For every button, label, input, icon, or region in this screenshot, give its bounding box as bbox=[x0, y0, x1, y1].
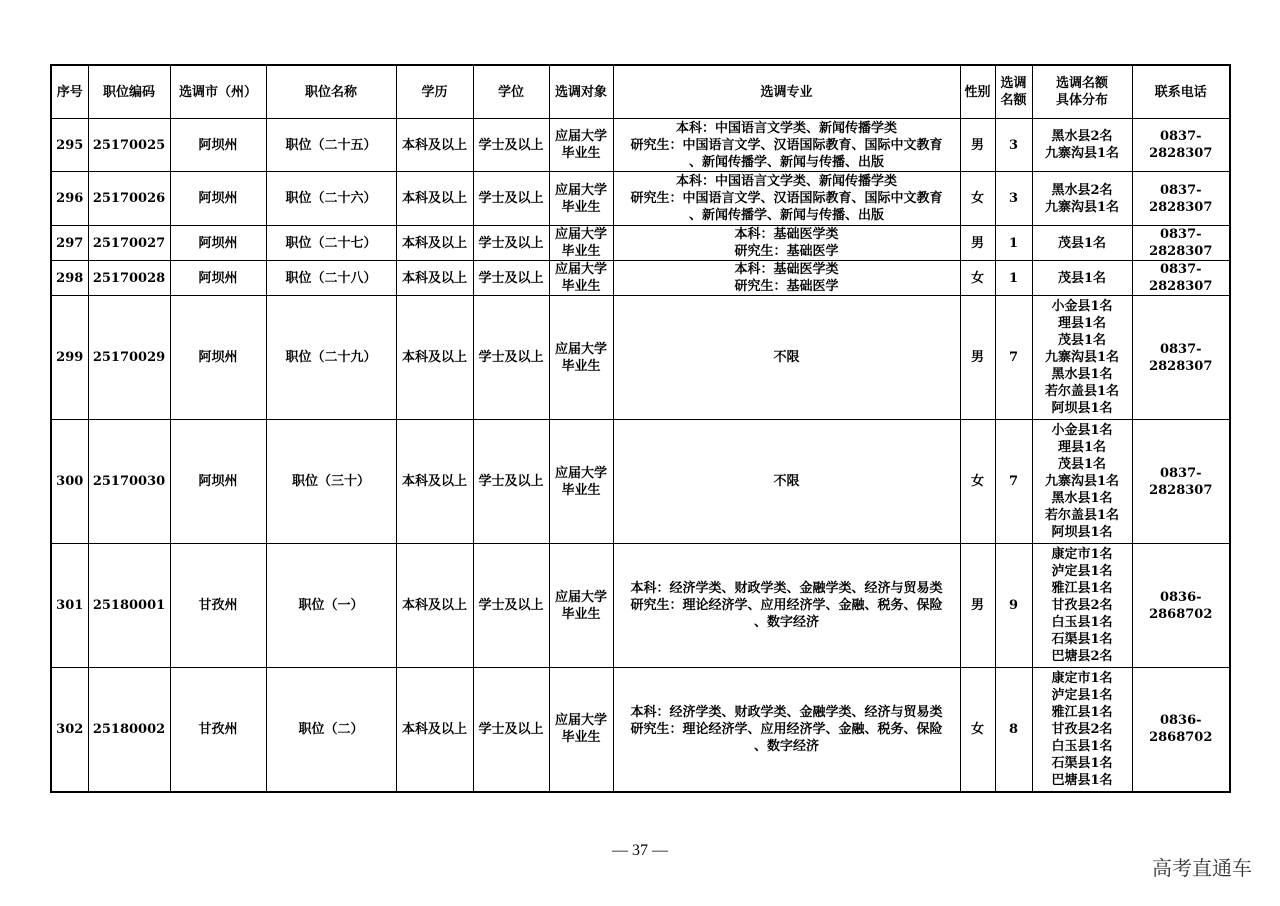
header-gender: 性别 bbox=[960, 65, 995, 119]
header-education: 学历 bbox=[396, 65, 473, 119]
cell-distribution-line: 若尔盖县1名 bbox=[1044, 384, 1120, 399]
cell-no: 295 bbox=[51, 119, 88, 172]
header-quota: 选调 名额 bbox=[995, 65, 1032, 119]
cell-code: 25180001 bbox=[88, 544, 170, 668]
cell-city: 阿坝州 bbox=[170, 261, 266, 296]
cell-distribution-line: 巴塘县2名 bbox=[1051, 649, 1113, 664]
header-phone: 联系电话 bbox=[1132, 65, 1230, 119]
cell-target-line: 应届大学 bbox=[554, 713, 607, 729]
cell-target-line: 应届大学 bbox=[554, 465, 607, 481]
cell-gender: 女 bbox=[960, 420, 995, 544]
cell-city: 阿坝州 bbox=[170, 119, 266, 172]
cell-distribution-line: 泸定县1名 bbox=[1051, 564, 1113, 579]
cell-target-line: 毕业生 bbox=[561, 606, 601, 622]
cell-distribution-line: 九寨沟县1名 bbox=[1044, 199, 1120, 215]
cell-title: 职位（二十五） bbox=[266, 119, 396, 172]
table-row bbox=[51, 261, 1230, 296]
cell-major-line: 本科：经济学类、财政学类、金融学类、经济与贸易类 bbox=[630, 704, 943, 720]
cell-distribution bbox=[1032, 420, 1132, 544]
cell-distribution-line: 九寨沟县1名 bbox=[1044, 474, 1120, 489]
cell-distribution-line: 黑水县2名 bbox=[1051, 182, 1113, 198]
cell-gender: 男 bbox=[960, 296, 995, 420]
cell-distribution-line: 康定市1名 bbox=[1051, 670, 1113, 686]
header-row bbox=[51, 65, 1230, 119]
cell-education: 本科及以上 bbox=[396, 668, 473, 792]
cell-distribution-line: 九寨沟县1名 bbox=[1044, 146, 1120, 161]
cell-distribution bbox=[1032, 261, 1132, 296]
cell-distribution-line: 若尔盖县1名 bbox=[1044, 508, 1120, 523]
cell-degree: 学士及以上 bbox=[473, 119, 549, 172]
cell-quota: 9 bbox=[995, 544, 1032, 668]
cell-quota: 3 bbox=[995, 172, 1032, 226]
cell-phone: 0836-2868702 bbox=[1132, 668, 1230, 792]
cell-target-line: 应届大学 bbox=[554, 341, 607, 357]
cell-distribution-line: 茂县1名 bbox=[1057, 270, 1107, 286]
cell-degree: 学士及以上 bbox=[473, 544, 549, 668]
cell-distribution-line: 泸定县1名 bbox=[1051, 687, 1113, 703]
cell-quota: 7 bbox=[995, 296, 1032, 420]
cell-no: 296 bbox=[51, 172, 88, 226]
cell-gender: 男 bbox=[960, 544, 995, 668]
cell-phone: 0837-2828307 bbox=[1132, 172, 1230, 226]
cell-degree: 学士及以上 bbox=[473, 668, 549, 792]
cell-major bbox=[613, 226, 960, 261]
cell-gender: 女 bbox=[960, 172, 995, 226]
cell-city: 甘孜州 bbox=[170, 544, 266, 668]
cell-target bbox=[549, 119, 613, 172]
cell-degree: 学士及以上 bbox=[473, 172, 549, 226]
table-row bbox=[51, 668, 1230, 792]
cell-major-line: 研究生：理论经济学、应用经济学、金融、税务、保险 bbox=[630, 721, 943, 737]
header-target: 选调对象 bbox=[549, 65, 613, 119]
cell-phone: 0837-2828307 bbox=[1132, 261, 1230, 296]
cell-major-line: 本科：基础医学类 bbox=[734, 262, 839, 277]
cell-phone: 0836-2868702 bbox=[1132, 544, 1230, 668]
cell-phone: 0837-2828307 bbox=[1132, 296, 1230, 420]
cell-major-line: 研究生：中国语言文学、汉语国际教育、国际中文教育 bbox=[630, 137, 943, 153]
cell-distribution-line: 甘孜县2名 bbox=[1051, 721, 1113, 737]
header-major: 选调专业 bbox=[613, 65, 960, 119]
cell-target-line: 毕业生 bbox=[561, 482, 601, 498]
cell-no: 302 bbox=[51, 668, 88, 792]
cell-distribution-line: 白玉县1名 bbox=[1051, 738, 1113, 754]
cell-code: 25170025 bbox=[88, 119, 170, 172]
cell-title: 职位（三十） bbox=[266, 420, 396, 544]
cell-target bbox=[549, 226, 613, 261]
cell-city: 甘孜州 bbox=[170, 668, 266, 792]
cell-distribution-line: 黑水县1名 bbox=[1051, 491, 1113, 506]
cell-target-line: 毕业生 bbox=[561, 244, 601, 259]
cell-quota: 7 bbox=[995, 420, 1032, 544]
cell-target bbox=[549, 296, 613, 420]
cell-distribution-line: 理县1名 bbox=[1057, 316, 1107, 331]
cell-distribution-line: 白玉县1名 bbox=[1051, 615, 1113, 630]
header-no: 序号 bbox=[51, 65, 88, 119]
cell-target-line: 应届大学 bbox=[554, 182, 607, 198]
cell-education: 本科及以上 bbox=[396, 172, 473, 226]
cell-distribution-line: 九寨沟县1名 bbox=[1044, 350, 1120, 365]
cell-major bbox=[613, 296, 960, 420]
cell-distribution bbox=[1032, 172, 1132, 226]
cell-no: 299 bbox=[51, 296, 88, 420]
cell-distribution-line: 茂县1名 bbox=[1057, 235, 1107, 251]
cell-major-line: 本科：中国语言文学类、新闻传播学类 bbox=[675, 174, 897, 189]
cell-target-line: 应届大学 bbox=[554, 129, 607, 144]
cell-quota: 8 bbox=[995, 668, 1032, 792]
cell-city: 阿坝州 bbox=[170, 172, 266, 226]
cell-distribution-line: 阿坝县1名 bbox=[1051, 525, 1113, 540]
cell-major-line: 不限 bbox=[773, 474, 800, 489]
cell-major bbox=[613, 261, 960, 296]
table-row bbox=[51, 172, 1230, 226]
header-distribution: 选调名额 具体分布 bbox=[1032, 65, 1132, 119]
cell-distribution-line: 巴塘县1名 bbox=[1051, 772, 1113, 788]
cell-phone: 0837-2828307 bbox=[1132, 420, 1230, 544]
cell-gender: 女 bbox=[960, 668, 995, 792]
cell-target-line: 毕业生 bbox=[561, 146, 601, 161]
cell-distribution-line: 阿坝县1名 bbox=[1051, 401, 1113, 416]
cell-distribution-line: 黑水县2名 bbox=[1051, 129, 1113, 144]
cell-major-line: 本科：中国语言文学类、新闻传播学类 bbox=[675, 120, 897, 136]
cell-distribution-line: 康定市1名 bbox=[1051, 547, 1113, 562]
cell-no: 297 bbox=[51, 226, 88, 261]
cell-quota: 1 bbox=[995, 226, 1032, 261]
cell-major bbox=[613, 119, 960, 172]
cell-title: 职位（二） bbox=[266, 668, 396, 792]
cell-distribution-line: 雅江县1名 bbox=[1051, 704, 1113, 720]
cell-major-line: 、新闻传播学、新闻与传播、出版 bbox=[688, 154, 884, 170]
cell-target bbox=[549, 420, 613, 544]
watermark: 高考直通车 bbox=[1152, 856, 1252, 880]
cell-major-line: 研究生：中国语言文学、汉语国际教育、国际中文教育 bbox=[630, 191, 943, 206]
cell-code: 25170027 bbox=[88, 226, 170, 261]
cell-distribution bbox=[1032, 226, 1132, 261]
cell-target-line: 毕业生 bbox=[561, 730, 601, 746]
cell-title: 职位（二十七） bbox=[266, 226, 396, 261]
cell-gender: 女 bbox=[960, 261, 995, 296]
cell-code: 25170029 bbox=[88, 296, 170, 420]
cell-target-line: 应届大学 bbox=[554, 262, 607, 277]
cell-phone: 0837-2828307 bbox=[1132, 226, 1230, 261]
cell-no: 300 bbox=[51, 420, 88, 544]
cell-distribution-line: 石渠县1名 bbox=[1051, 755, 1113, 771]
cell-target-line: 毕业生 bbox=[561, 199, 601, 215]
cell-major-line: 不限 bbox=[773, 350, 800, 365]
cell-major-line: 、数字经济 bbox=[753, 738, 819, 754]
cell-city: 阿坝州 bbox=[170, 420, 266, 544]
cell-education: 本科及以上 bbox=[396, 261, 473, 296]
cell-distribution-line: 甘孜县2名 bbox=[1051, 598, 1113, 613]
cell-target bbox=[549, 261, 613, 296]
cell-distribution-line: 石渠县1名 bbox=[1051, 632, 1113, 647]
cell-distribution bbox=[1032, 296, 1132, 420]
header-degree: 学位 bbox=[473, 65, 549, 119]
cell-city: 阿坝州 bbox=[170, 226, 266, 261]
cell-phone: 0837-2828307 bbox=[1132, 119, 1230, 172]
table-row bbox=[51, 544, 1230, 668]
cell-distribution-line: 小金县1名 bbox=[1051, 299, 1113, 314]
cell-target-line: 应届大学 bbox=[554, 589, 607, 605]
cell-major bbox=[613, 420, 960, 544]
cell-distribution bbox=[1032, 544, 1132, 668]
cell-major-line: 研究生：理论经济学、应用经济学、金融、税务、保险 bbox=[630, 598, 943, 613]
cell-title: 职位（二十六） bbox=[266, 172, 396, 226]
cell-target bbox=[549, 544, 613, 668]
cell-degree: 学士及以上 bbox=[473, 296, 549, 420]
header-title: 职位名称 bbox=[266, 65, 396, 119]
cell-distribution-line: 黑水县1名 bbox=[1051, 367, 1113, 382]
cell-no: 301 bbox=[51, 544, 88, 668]
table-row bbox=[51, 420, 1230, 544]
cell-distribution-line: 理县1名 bbox=[1057, 440, 1107, 455]
cell-city: 阿坝州 bbox=[170, 296, 266, 420]
cell-distribution-line: 雅江县1名 bbox=[1051, 581, 1113, 596]
cell-degree: 学士及以上 bbox=[473, 261, 549, 296]
cell-quota: 1 bbox=[995, 261, 1032, 296]
cell-major-line: 、新闻传播学、新闻与传播、出版 bbox=[688, 208, 884, 223]
cell-distribution-line: 小金县1名 bbox=[1051, 423, 1113, 438]
cell-degree: 学士及以上 bbox=[473, 420, 549, 544]
cell-major-line: 研究生：基础医学 bbox=[734, 279, 839, 294]
cell-code: 25170026 bbox=[88, 172, 170, 226]
cell-title: 职位（一） bbox=[266, 544, 396, 668]
cell-code: 25170028 bbox=[88, 261, 170, 296]
cell-target-line: 应届大学 bbox=[554, 227, 607, 242]
cell-quota: 3 bbox=[995, 119, 1032, 172]
cell-major bbox=[613, 544, 960, 668]
table-row bbox=[51, 119, 1230, 172]
cell-distribution bbox=[1032, 119, 1132, 172]
cell-education: 本科及以上 bbox=[396, 296, 473, 420]
cell-gender: 男 bbox=[960, 226, 995, 261]
cell-gender: 男 bbox=[960, 119, 995, 172]
cell-target-line: 毕业生 bbox=[561, 358, 601, 374]
table-row bbox=[51, 226, 1230, 261]
cell-education: 本科及以上 bbox=[396, 420, 473, 544]
cell-no: 298 bbox=[51, 261, 88, 296]
cell-target bbox=[549, 668, 613, 792]
cell-title: 职位（二十八） bbox=[266, 261, 396, 296]
cell-major bbox=[613, 668, 960, 792]
page-number: — 37 — bbox=[612, 842, 668, 859]
cell-education: 本科及以上 bbox=[396, 544, 473, 668]
cell-target-line: 毕业生 bbox=[561, 279, 601, 294]
cell-major bbox=[613, 172, 960, 226]
cell-target bbox=[549, 172, 613, 226]
positions-table bbox=[50, 64, 1231, 793]
cell-code: 25170030 bbox=[88, 420, 170, 544]
cell-distribution bbox=[1032, 668, 1132, 792]
cell-major-line: 本科：经济学类、财政学类、金融学类、经济与贸易类 bbox=[630, 581, 943, 596]
cell-education: 本科及以上 bbox=[396, 119, 473, 172]
cell-degree: 学士及以上 bbox=[473, 226, 549, 261]
cell-education: 本科及以上 bbox=[396, 226, 473, 261]
cell-title: 职位（二十九） bbox=[266, 296, 396, 420]
cell-distribution-line: 茂县1名 bbox=[1057, 457, 1107, 472]
header-city: 选调市（州） bbox=[170, 65, 266, 119]
cell-major-line: 本科：基础医学类 bbox=[734, 227, 839, 242]
cell-major-line: 研究生：基础医学 bbox=[734, 244, 839, 259]
cell-major-line: 、数字经济 bbox=[753, 615, 819, 630]
table-row bbox=[51, 296, 1230, 420]
header-code: 职位编码 bbox=[88, 65, 170, 119]
cell-code: 25180002 bbox=[88, 668, 170, 792]
cell-distribution-line: 茂县1名 bbox=[1057, 333, 1107, 348]
